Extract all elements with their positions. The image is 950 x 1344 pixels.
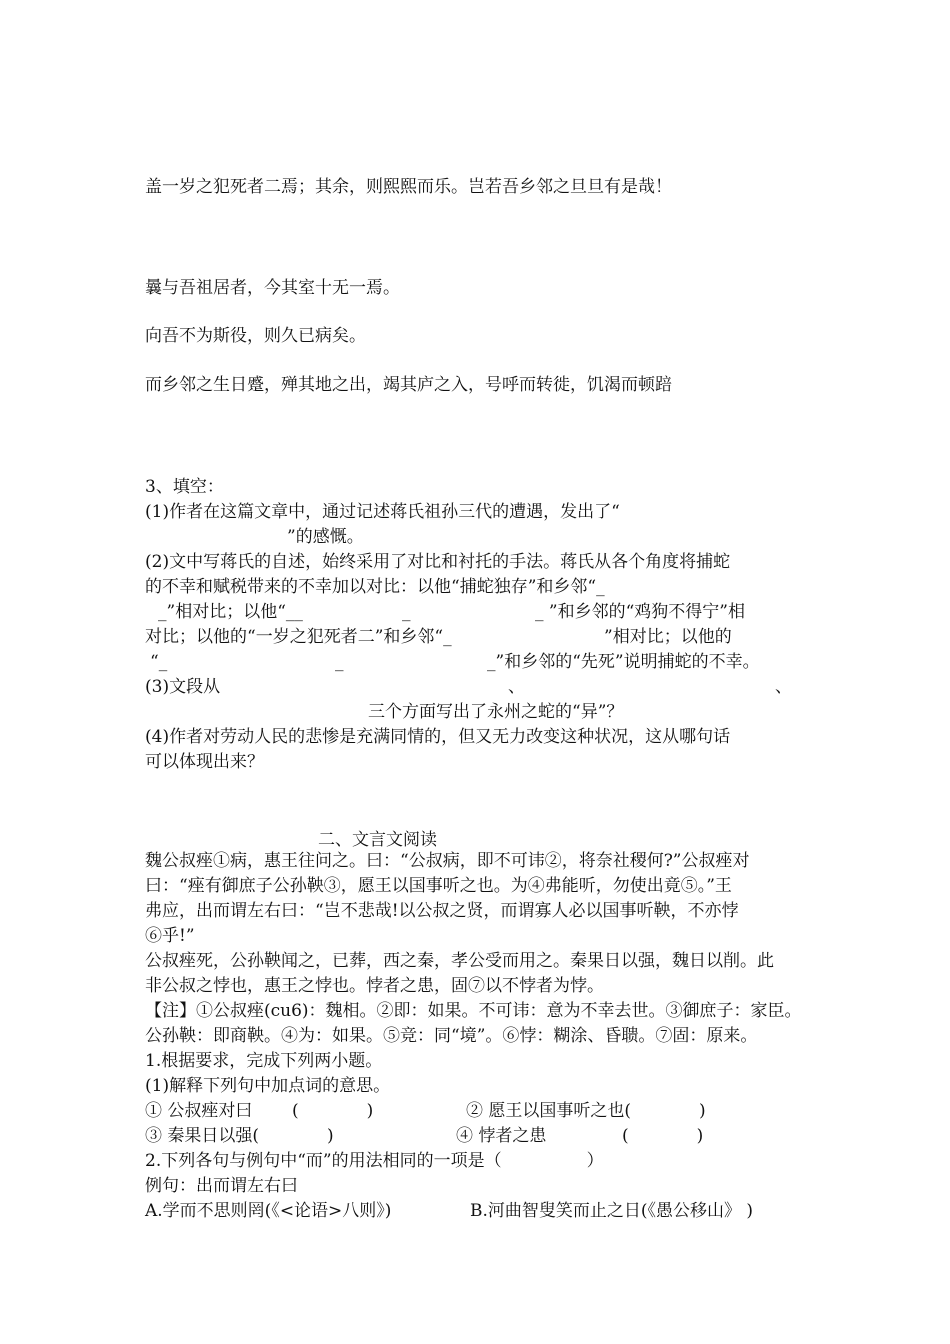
question-1-1: (1)解释下列句中加点词的意思。 (145, 1076, 391, 1096)
q3-p2-c2: _ (402, 602, 411, 622)
q3-p3-c: 、 (775, 677, 792, 697)
question-1: 1.根据要求，完成下列两小题。 (145, 1051, 383, 1071)
passage-line-3: 弗应，出而谓左右曰：“岂不悲哉!以公叔之贤，而谓寡人必以国事听鞅，不亦悖 (145, 901, 739, 921)
q3-heading: 3、填空： (145, 477, 224, 497)
option-a: A.学而不思则罔(《<论语>八则》) (145, 1201, 392, 1221)
passage-line-1: 魏公叔痤①病，惠王往问之。曰：“公叔病，即不可讳②，将奈社稷何?”公叔痤对 (145, 851, 750, 871)
item-4-blank: ( ) (622, 1126, 704, 1146)
sentence-4: 而乡邻之生日蹙，殚其地之出，竭其庐之入，号呼而转徙，饥渴而顿踣 (145, 375, 672, 395)
item-2: ② 愿王以国事听之也( ) (466, 1101, 706, 1121)
q3-p1-b: ”的感慨。 (287, 527, 364, 547)
sentence-1: 盖一岁之犯死者二焉；其余，则熙熙而乐。岂若吾乡邻之旦旦有是哉！ (145, 177, 672, 197)
passage-line-4: ⑥乎!” (145, 926, 195, 946)
passage-line-6: 非公叔之悖也，惠王之悖也。悖者之患，固⑦以不悖者为悖。 (145, 976, 604, 996)
q3-p2-b: 的不幸和赋税带来的不幸加以对比：以他“捕蛇独存”和乡邻“_ (145, 577, 605, 597)
q3-p2-c3: _ ”和乡邻的“鸡狗不得宁”相 (535, 602, 745, 622)
example-sentence: 例句：出而谓左右曰 (145, 1176, 298, 1196)
section-title: 二、文言文阅读 (318, 830, 437, 850)
q3-p2-e2: _ (335, 652, 344, 672)
q3-p2-d1: 对比；以他的“一岁之犯死者二”和乡邻“_ (145, 627, 452, 647)
passage-line-2: 曰：“痤有御庶子公孙鞅③，愿王以国事听之也。为④弗能听，勿使出竟⑤。”王 (145, 876, 732, 896)
q3-p3-d: 三个方面写出了永州之蛇的“异”？ (368, 702, 624, 722)
question-2: 2.下列各句与例句中“而”的用法相同的一项是（ ） (145, 1151, 604, 1171)
item-4: ④ 悖者之患 (456, 1126, 547, 1146)
q3-p2-e3: _”和乡邻的“先死”说明捕蛇的不幸。 (487, 652, 760, 672)
sentence-3: 向吾不为斯役，则久已病矣。 (145, 326, 366, 346)
q3-p4-a: (4)作者对劳动人民的悲惨是充满同情的，但又无力改变这种状况，这从哪句话 (145, 727, 731, 747)
q3-p2-c1: _”相对比；以他“__ (158, 602, 303, 622)
q3-p3-a: (3)文段从 (145, 677, 221, 697)
q3-p1-a: (1)作者在这篇文章中，通过记述蒋氏祖孙三代的遭遇，发出了“ (145, 502, 620, 522)
option-b: B.河曲智叟笑而止之日(《愚公移山》 ) (470, 1201, 754, 1221)
q3-p2-a: (2)文中写蒋氏的自述，始终采用了对比和衬托的手法。蒋氏从各个角度将捕蛇 (145, 552, 731, 572)
note-line-1: 【注】①公叔痤(cu6)：魏相。②即：如果。不可讳：意为不幸去世。③御庶子：家臣。 (145, 1001, 802, 1021)
q3-p3-b: 、 (508, 677, 525, 697)
item-1-blank: ( ) (292, 1101, 374, 1121)
q3-p4-b: 可以体现出来？ (145, 752, 264, 772)
q3-p2-d2: ”相对比；以他的 (604, 627, 732, 647)
item-3: ③ 秦果日以强( ) (145, 1126, 334, 1146)
passage-line-5: 公叔痤死，公孙鞅闻之，已葬，西之秦，孝公受而用之。秦果日以强，魏日以削。此 (145, 951, 774, 971)
item-1: ① 公叔痤对曰 (145, 1101, 253, 1121)
sentence-2: 曩与吾祖居者，今其室十无一焉。 (145, 278, 400, 298)
note-line-2: 公孙鞅：即商鞅。④为：如果。⑤竞：同“境”。⑥悖：糊涂、昏聩。⑦固：原来。 (145, 1026, 758, 1046)
q3-p2-e1: “_ (150, 652, 168, 672)
